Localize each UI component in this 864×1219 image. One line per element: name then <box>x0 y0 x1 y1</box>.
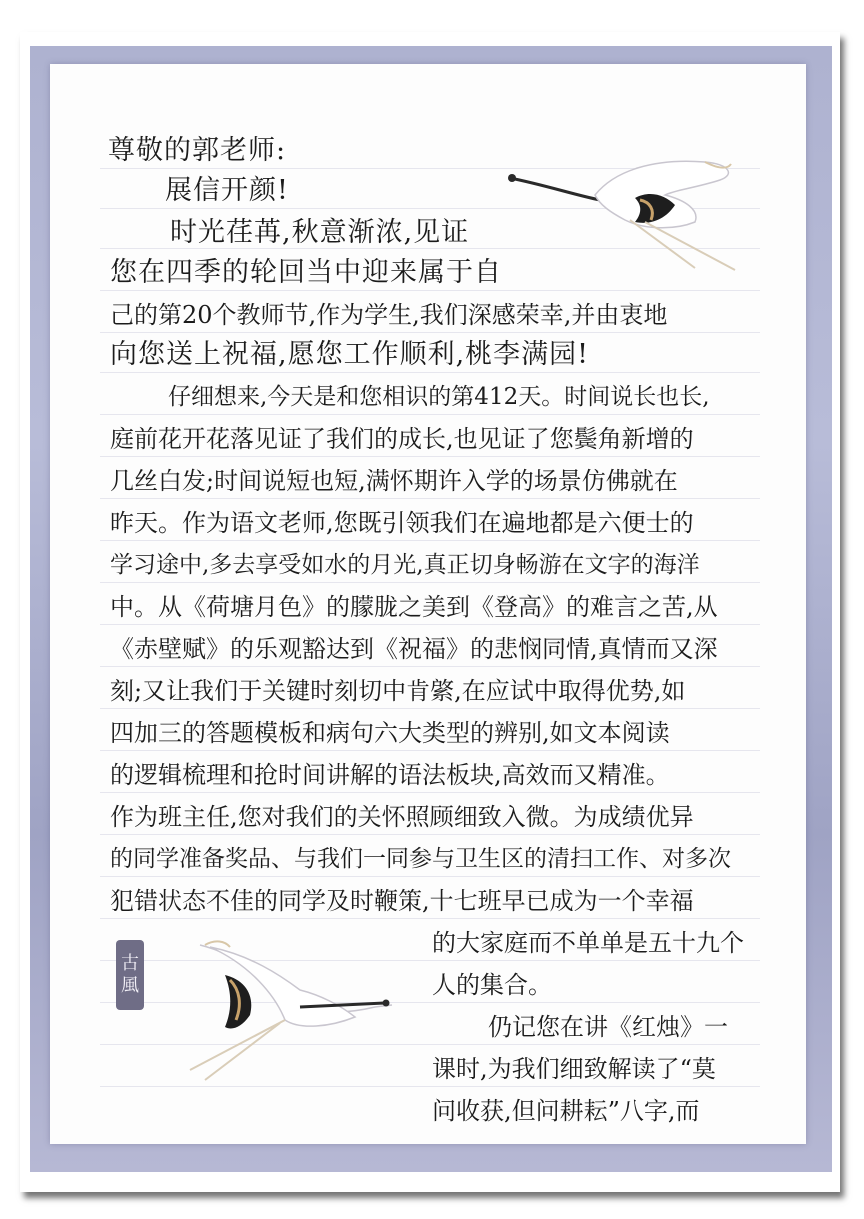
letter-line: 课时,为我们细致解读了“莫 <box>432 1055 716 1083</box>
letter-line: 《赤壁赋》的乐观豁达到《祝福》的悲悯同情,真情而又深 <box>110 635 718 663</box>
ruled-line <box>100 332 760 333</box>
letter-line: 时光荏苒,秋意渐浓,见证 <box>170 217 470 248</box>
ruled-line <box>100 918 760 919</box>
letter-line: 的大家庭而不单单是五十九个 <box>432 929 744 957</box>
ruled-line <box>100 666 760 667</box>
letter-line: 的逻辑梳理和抢时间讲解的语法板块,高效而又精准。 <box>110 761 670 789</box>
crane-illustration-top <box>505 150 745 280</box>
letter-line: 昨天。作为语文老师,您既引领我们在遍地都是六便士的 <box>110 509 694 537</box>
ruled-line <box>100 1086 760 1087</box>
letter-greeting: 展信开颜! <box>165 175 289 206</box>
letter-line: 中。从《荷塘月色》的朦胧之美到《登高》的难言之苦,从 <box>110 593 718 621</box>
ruled-line <box>100 876 760 877</box>
seal-stamp <box>116 940 144 1010</box>
letter-line: 庭前花开花落见证了我们的成长,也见证了您鬓角新增的 <box>110 425 694 453</box>
letter-line: 犯错状态不佳的同学及时鞭策,十七班早已成为一个幸福 <box>110 887 694 915</box>
letter-line: 己的第20个教师节,作为学生,我们深感荣幸,并由衷地 <box>110 301 668 329</box>
ruled-line <box>100 750 760 751</box>
letter-line: 仔细想来,今天是和您相识的第412天。时间说长也长, <box>168 384 710 410</box>
letter-line: 学习途中,多去享受如水的月光,真正切身畅游在文字的海洋 <box>110 552 700 578</box>
letter-line: 您在四季的轮回当中迎来属于自 <box>110 257 502 288</box>
letter-line: 刻;又让我们于关键时刻切中肯綮,在应试中取得优势,如 <box>110 677 686 705</box>
seal-text-bottom: 風 <box>121 975 139 996</box>
letter-line: 向您送上祝福,愿您工作顺利,桃李满园! <box>110 339 590 370</box>
ruled-line <box>100 582 760 583</box>
ruled-line <box>100 540 760 541</box>
ruled-line <box>100 372 760 373</box>
seal-text-top: 古 <box>121 953 139 974</box>
letter-line: 几丝白发;时间说短也短,满怀期许入学的场景仿佛就在 <box>110 467 678 495</box>
ruled-line <box>100 456 760 457</box>
letter-line: 四加三的答题模板和病句六大类型的辨别,如文本阅读 <box>110 719 670 747</box>
ruled-line <box>100 290 760 291</box>
ruled-line <box>100 414 760 415</box>
ruled-line <box>100 834 760 835</box>
ruled-line <box>100 792 760 793</box>
letter-line: 人的集合。 <box>432 971 552 999</box>
ruled-line <box>100 624 760 625</box>
letter-salutation: 尊敬的郭老师: <box>108 135 287 166</box>
letter-line: 作为班主任,您对我们的关怀照顾细致入微。为成绩优异 <box>110 803 694 831</box>
letter-line: 的同学准备奖品、与我们一同参与卫生区的清扫工作、对多次 <box>110 846 731 872</box>
crane-illustration-bottom <box>170 935 400 1085</box>
ruled-line <box>100 498 760 499</box>
letter-line: 问收获,但问耕耘”八字,而 <box>432 1097 700 1125</box>
letter-line: 仍记您在讲《红烛》一 <box>488 1013 728 1041</box>
ruled-line <box>100 708 760 709</box>
